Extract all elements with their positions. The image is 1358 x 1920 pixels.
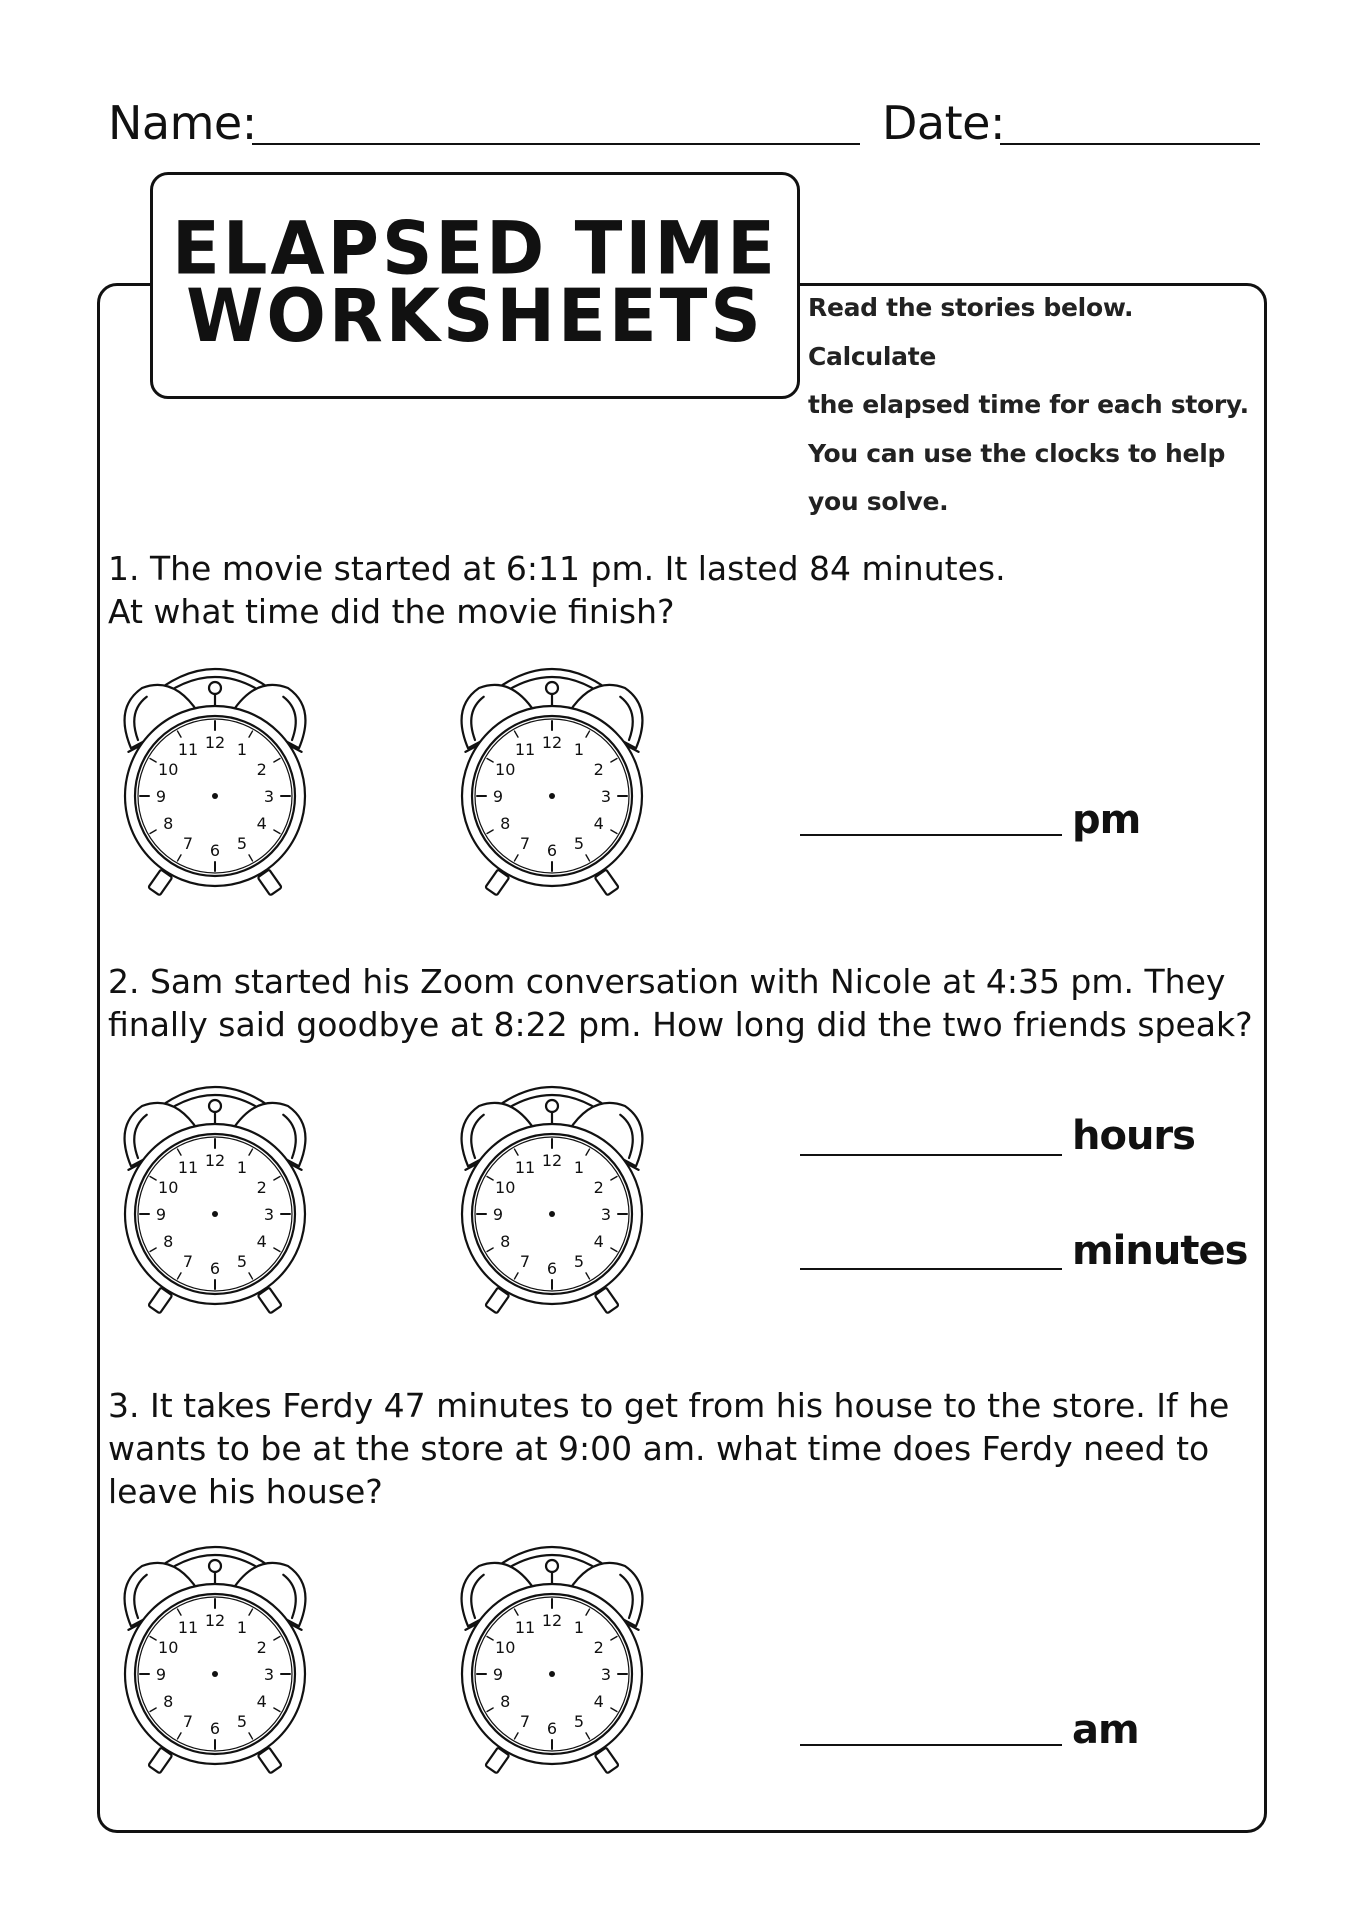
clock-number: 12 (541, 733, 563, 752)
alarm-clock-icon[interactable] (110, 1526, 320, 1796)
clock-number: 4 (256, 814, 267, 833)
clock-number: 7 (182, 1711, 194, 1731)
name-field[interactable] (252, 143, 860, 145)
clock-number: 11 (514, 1618, 536, 1638)
answer-2-minutes-unit: minutes (1072, 1228, 1248, 1274)
clock-number: 8 (163, 814, 174, 833)
question-3-line-1: 3. It takes Ferdy 47 minutes to get from his house to the store. If he (108, 1386, 1230, 1425)
answer-2-hours-field[interactable] (800, 1154, 1062, 1156)
clock-number: 11 (177, 1618, 199, 1638)
title-line-2: WORKSHEETS (186, 272, 764, 359)
clock-number: 3 (600, 1665, 612, 1684)
clock-number: 11 (177, 1158, 199, 1178)
alarm-clock-icon[interactable] (110, 1066, 320, 1336)
alarm-clock-icon[interactable] (447, 1066, 657, 1336)
clock-number: 8 (163, 1232, 174, 1251)
question-2-line-1: 2. Sam started his Zoom conversation with Nicole at 4:35 pm. They (108, 962, 1226, 1001)
instructions (808, 284, 1268, 527)
answer-2-hours-unit: hours (1072, 1113, 1195, 1159)
clock-number: 6 (209, 1259, 221, 1278)
clock-number: 10 (495, 760, 516, 779)
clock-number: 5 (573, 833, 585, 853)
clock-number: 1 (236, 740, 248, 760)
clock-number: 6 (546, 1259, 558, 1278)
name-label: Name: (108, 96, 257, 150)
clock-number: 8 (500, 1692, 511, 1711)
clock-number: 9 (155, 1205, 167, 1224)
title-line-1: ELAPSED TIME (172, 205, 778, 292)
clock-number: 3 (263, 787, 275, 806)
clock-number: 1 (573, 1618, 585, 1638)
clock-number: 3 (263, 1205, 275, 1224)
clock-number: 7 (182, 1251, 194, 1271)
clock-number: 8 (500, 1232, 511, 1251)
clock-number: 6 (209, 1719, 221, 1738)
clock-number: 10 (495, 1638, 516, 1657)
clock-number: 11 (514, 740, 536, 760)
clock-number: 8 (500, 814, 511, 833)
answer-2-minutes-field[interactable] (800, 1268, 1062, 1270)
clock-number: 9 (492, 1665, 504, 1684)
clock-number: 9 (492, 787, 504, 806)
clock-number: 1 (236, 1618, 248, 1638)
clock-number: 4 (256, 1232, 267, 1251)
question-3 (108, 1384, 1258, 1513)
alarm-clock-icon[interactable] (110, 648, 320, 918)
alarm-clock-icon[interactable] (447, 1526, 657, 1796)
clock-number: 2 (593, 1178, 604, 1197)
date-field[interactable] (1000, 143, 1260, 145)
clock-number: 2 (256, 760, 267, 779)
instructions-line-4: you solve. (808, 487, 949, 516)
instructions-line-2: the elapsed time for each story. (808, 390, 1249, 419)
clock-number: 2 (593, 1638, 604, 1657)
answer-1-field[interactable] (800, 834, 1062, 836)
clock-number: 2 (256, 1638, 267, 1657)
clock-number: 5 (236, 833, 248, 853)
clock-number: 5 (573, 1711, 585, 1731)
question-3-line-3: leave his house? (108, 1472, 383, 1511)
clock-number: 9 (155, 1665, 167, 1684)
clock-number: 4 (593, 1692, 604, 1711)
answer-3-field[interactable] (800, 1744, 1062, 1746)
question-3-line-2: wants to be at the store at 9:00 am. what time does Ferdy need to (108, 1429, 1210, 1468)
clock-number: 10 (158, 1638, 179, 1657)
clock-number: 11 (514, 1158, 536, 1178)
clock-number: 1 (573, 1158, 585, 1178)
clock-number: 10 (495, 1178, 516, 1197)
clock-number: 11 (177, 740, 199, 760)
clock-number: 4 (256, 1692, 267, 1711)
clock-number: 12 (541, 1151, 563, 1170)
clock-number: 1 (236, 1158, 248, 1178)
clock-number: 4 (593, 1232, 604, 1251)
clock-number: 6 (209, 841, 221, 860)
clock-number: 2 (593, 760, 604, 779)
clock-number: 9 (492, 1205, 504, 1224)
clock-number: 8 (163, 1692, 174, 1711)
clock-number: 7 (519, 833, 531, 853)
clock-number: 3 (600, 1205, 612, 1224)
answer-1-unit: pm (1072, 797, 1141, 843)
clock-number: 12 (204, 1611, 226, 1630)
clock-number: 6 (546, 841, 558, 860)
clock-number: 2 (256, 1178, 267, 1197)
date-label: Date: (882, 96, 1005, 150)
clock-number: 12 (204, 733, 226, 752)
instructions-line-1: Read the stories below. Calculate (808, 293, 1134, 371)
clock-number: 3 (600, 787, 612, 806)
question-2-line-2: finally said goodbye at 8:22 pm. How long did the two friends speak? (108, 1005, 1253, 1044)
clock-number: 5 (573, 1251, 585, 1271)
clock-number: 6 (546, 1719, 558, 1738)
clock-number: 1 (573, 740, 585, 760)
question-1-line-2: At what time did the movie finish? (108, 592, 675, 631)
question-1 (108, 547, 1258, 633)
alarm-clock-icon[interactable] (447, 648, 657, 918)
clock-number: 4 (593, 814, 604, 833)
clock-number: 7 (519, 1711, 531, 1731)
clock-number: 12 (541, 1611, 563, 1630)
question-1-line-1: 1. The movie started at 6:11 pm. It lasted 84 minutes. (108, 549, 1006, 588)
clock-number: 7 (519, 1251, 531, 1271)
clock-number: 9 (155, 787, 167, 806)
clock-number: 5 (236, 1711, 248, 1731)
worksheet-title (150, 205, 800, 359)
clock-number: 12 (204, 1151, 226, 1170)
clock-number: 5 (236, 1251, 248, 1271)
instructions-line-3: You can use the clocks to help (808, 438, 1226, 468)
clock-number: 10 (158, 1178, 179, 1197)
clock-number: 7 (182, 833, 194, 853)
answer-3-unit: am (1072, 1707, 1139, 1753)
clock-number: 10 (158, 760, 179, 779)
clock-number: 3 (263, 1665, 275, 1684)
question-2 (108, 960, 1258, 1046)
